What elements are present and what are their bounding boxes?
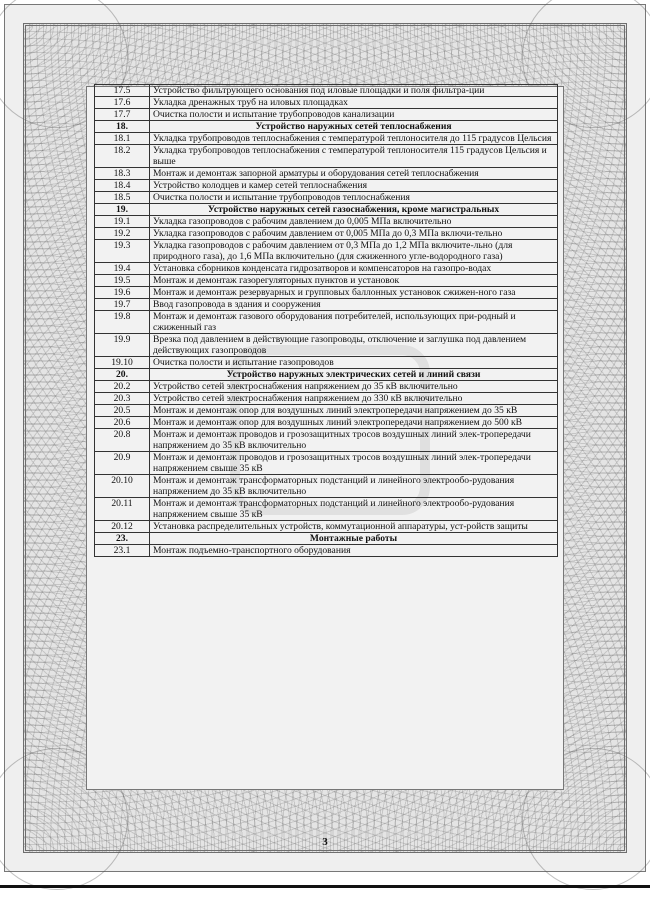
- row-description: Монтаж и демонтаж запорной арматуры и оборудования сетей теплоснабжения: [150, 168, 558, 180]
- table-row: [95, 299, 558, 311]
- row-description: Укладка трубопроводов теплоснабжения с температурой теплоносителя до 115 градусов Цельсия: [150, 133, 558, 145]
- row-description: Монтаж и демонтаж газорегуляторных пунктов и установок: [150, 275, 558, 287]
- row-number: 18.1: [95, 133, 150, 145]
- row-number: 20.: [95, 369, 150, 381]
- row-number: 19.10: [95, 357, 150, 369]
- work-types-table-container: [94, 84, 558, 557]
- row-number: 20.6: [95, 417, 150, 429]
- row-number: 20.5: [95, 405, 150, 417]
- row-description: Ввод газопровода в здания и сооружения: [150, 299, 558, 311]
- table-row: [95, 216, 558, 228]
- table-row: [95, 521, 558, 533]
- bottom-rule: [0, 885, 650, 888]
- row-number: 20.10: [95, 475, 150, 498]
- row-description: Укладка газопроводов с рабочим давлением до 0,005 МПа включительно: [150, 216, 558, 228]
- section-header-row: [95, 533, 558, 545]
- table-row: [95, 192, 558, 204]
- table-row: [95, 275, 558, 287]
- row-description: Монтаж и демонтаж проводов и грозозащитных тросов воздушных линий элек-тропередачи напряжением свыше 35 кВ: [150, 452, 558, 475]
- table-row: [95, 311, 558, 334]
- row-number: 19.8: [95, 311, 150, 334]
- row-description: Монтаж и демонтаж опор для воздушных линий электропередачи напряжением до 500 кВ: [150, 417, 558, 429]
- section-header-row: [95, 204, 558, 216]
- section-header-row: [95, 121, 558, 133]
- row-description: Укладка трубопроводов теплоснабжения с температурой теплоносителя 115 градусов Цельсия и выше: [150, 145, 558, 168]
- table-row: [95, 133, 558, 145]
- table-row: [95, 228, 558, 240]
- row-number: 20.12: [95, 521, 150, 533]
- table-row: [95, 334, 558, 357]
- row-number: 19.7: [95, 299, 150, 311]
- table-row: [95, 452, 558, 475]
- row-number: 17.7: [95, 109, 150, 121]
- row-number: 19.6: [95, 287, 150, 299]
- table-row: [95, 97, 558, 109]
- row-number: 23.1: [95, 545, 150, 557]
- table-row: [95, 263, 558, 275]
- row-description: Монтаж и демонтаж трансформаторных подстанций и линейного электрообо-рудования напряжением свыше 35 кВ: [150, 498, 558, 521]
- row-number: 20.8: [95, 429, 150, 452]
- row-description: Укладка газопроводов с рабочим давлением от 0,005 МПа до 0,3 МПа включи-тельно: [150, 228, 558, 240]
- row-description: Устройство сетей электроснабжения напряжением до 330 кВ включительно: [150, 393, 558, 405]
- table-row: [95, 417, 558, 429]
- row-number: 18.5: [95, 192, 150, 204]
- row-number: 19.1: [95, 216, 150, 228]
- row-number: 17.6: [95, 97, 150, 109]
- page-number: 3: [322, 836, 328, 848]
- row-description: Укладка газопроводов с рабочим давлением от 0,3 МПа до 1,2 МПа включите-льно (для природного газа), до 1,6 МПа включительно (для сжиженного угле-водородного газа): [150, 240, 558, 263]
- table-row: [95, 180, 558, 192]
- table-row: [95, 168, 558, 180]
- row-number: 19.3: [95, 240, 150, 263]
- table-row: [95, 381, 558, 393]
- row-number: 19.5: [95, 275, 150, 287]
- row-description: Монтаж подъемно-транспортного оборудования: [150, 545, 558, 557]
- work-types-table: [94, 84, 558, 557]
- table-row: [95, 85, 558, 97]
- row-description: Устройство колодцев и камер сетей теплоснабжения: [150, 180, 558, 192]
- table-row: [95, 405, 558, 417]
- table-row: [95, 357, 558, 369]
- row-number: 18.: [95, 121, 150, 133]
- row-description: Очистка полости и испытание трубопроводов теплоснабжения: [150, 192, 558, 204]
- table-row: [95, 429, 558, 452]
- row-number: 19.9: [95, 334, 150, 357]
- row-description: Очистка полости и испытание трубопроводов канализации: [150, 109, 558, 121]
- row-description: Установка распределительных устройств, коммутационной аппаратуры, уст-ройств защиты: [150, 521, 558, 533]
- row-number: 19.: [95, 204, 150, 216]
- row-description: Монтаж и демонтаж проводов и грозозащитных тросов воздушных линий элек-тропередачи напряжением до 35 кВ включительно: [150, 429, 558, 452]
- table-row: [95, 240, 558, 263]
- row-number: 19.2: [95, 228, 150, 240]
- table-row: [95, 145, 558, 168]
- table-row: [95, 475, 558, 498]
- row-description: Монтаж и демонтаж резервуарных и групповых баллонных установок сжижен-ного газа: [150, 287, 558, 299]
- row-description: Врезка под давлением в действующие газопроводы, отключение и заглушка под давлением действующих газопроводов: [150, 334, 558, 357]
- row-description: Устройство наружных сетей газоснабжения, кроме магистральных: [150, 204, 558, 216]
- row-description: Укладка дренажных труб на иловых площадках: [150, 97, 558, 109]
- row-number: 19.4: [95, 263, 150, 275]
- row-number: 18.3: [95, 168, 150, 180]
- table-row: [95, 287, 558, 299]
- row-description: Устройство фильтрующего основания под иловые площадки и поля фильтра-ции: [150, 85, 558, 97]
- row-description: Устройство сетей электроснабжения напряжением до 35 кВ включительно: [150, 381, 558, 393]
- row-description: Установка сборников конденсата гидрозатворов и компенсаторов на газопро-водах: [150, 263, 558, 275]
- table-row: [95, 545, 558, 557]
- table-row: [95, 109, 558, 121]
- row-number: 17.5: [95, 85, 150, 97]
- row-number: 20.9: [95, 452, 150, 475]
- row-number: 20.2: [95, 381, 150, 393]
- section-header-row: [95, 369, 558, 381]
- row-number: 18.4: [95, 180, 150, 192]
- row-number: 18.2: [95, 145, 150, 168]
- row-description: Монтаж и демонтаж газового оборудования потребителей, использующих при-родный и сжиженный газ: [150, 311, 558, 334]
- row-number: 23.: [95, 533, 150, 545]
- row-description: Монтажные работы: [150, 533, 558, 545]
- table-body: [95, 85, 558, 557]
- table-row: [95, 393, 558, 405]
- row-number: 20.11: [95, 498, 150, 521]
- table-row: [95, 498, 558, 521]
- row-description: Устройство наружных электрических сетей и линий связи: [150, 369, 558, 381]
- row-number: 20.3: [95, 393, 150, 405]
- row-description: Монтаж и демонтаж опор для воздушных линий электропередачи напряжением до 35 кВ: [150, 405, 558, 417]
- row-description: Очистка полости и испытание газопроводов: [150, 357, 558, 369]
- row-description: Устройство наружных сетей теплоснабжения: [150, 121, 558, 133]
- row-description: Монтаж и демонтаж трансформаторных подстанций и линейного электрообо-рудования напряжением до 35 кВ включительно: [150, 475, 558, 498]
